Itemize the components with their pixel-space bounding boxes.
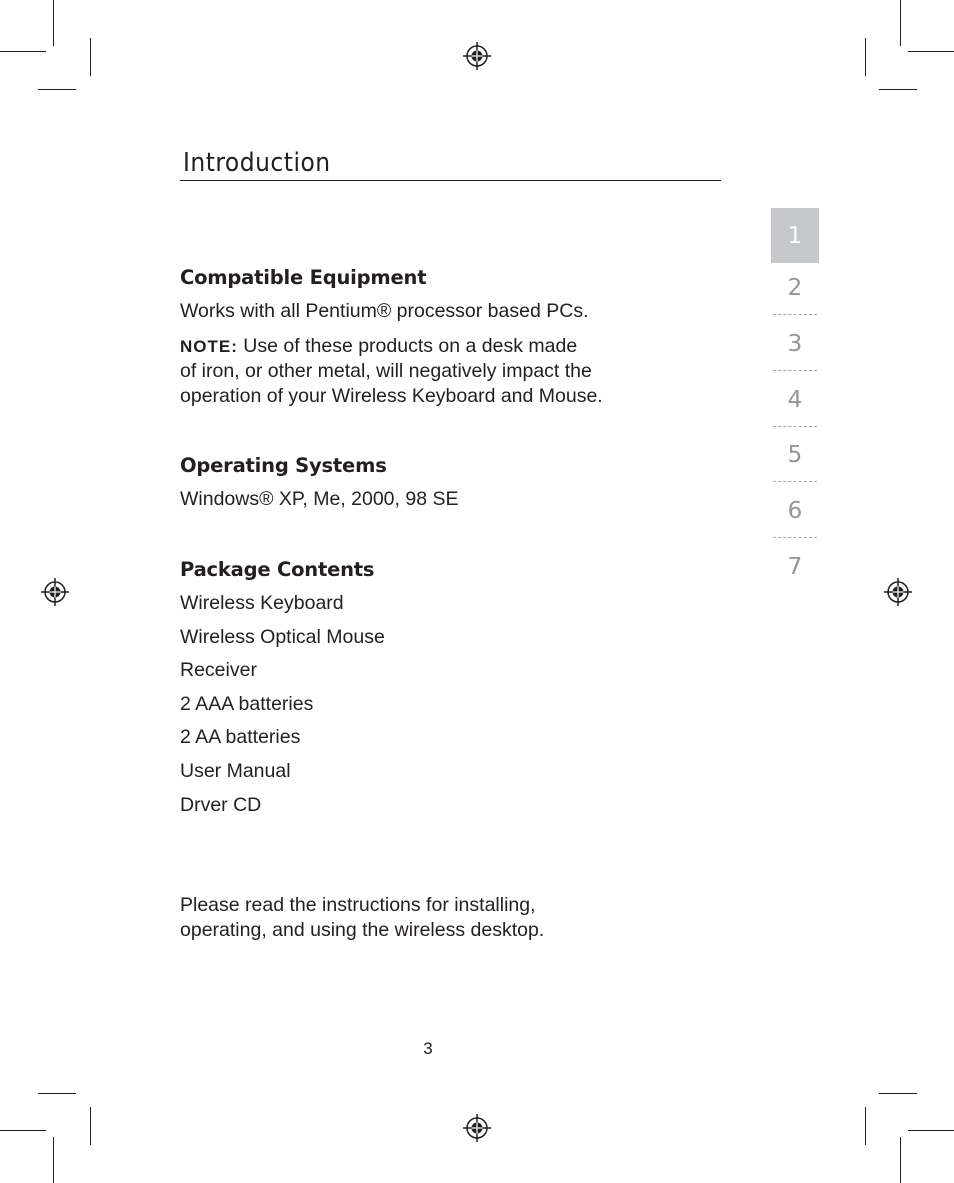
- crop-mark: [908, 51, 954, 52]
- note-line-3: operation of your Wireless Keyboard and Mouse.: [180, 385, 603, 407]
- crop-mark: [53, 1137, 54, 1183]
- title-rule: [180, 180, 721, 181]
- crop-mark: [900, 1137, 901, 1183]
- chapter-separator: [773, 537, 817, 538]
- chapter-separator: [773, 426, 817, 427]
- chapter-tab-2[interactable]: 2: [787, 275, 803, 301]
- instructions-line-1: Please read the instructions for installing,: [180, 894, 536, 916]
- chapter-tab-4[interactable]: 4: [787, 387, 803, 413]
- list-item: Wireless Optical Mouse: [180, 626, 385, 648]
- registration-mark-icon: [463, 1114, 491, 1142]
- chapter-separator: [773, 481, 817, 482]
- list-item: Wireless Keyboard: [180, 592, 344, 614]
- chapter-tab-6[interactable]: 6: [787, 498, 803, 524]
- chapter-tab-3[interactable]: 3: [787, 331, 803, 357]
- page-title: Introduction: [183, 148, 331, 178]
- note-line-1: [180, 334, 577, 359]
- section-heading-compatible: Compatible Equipment: [180, 266, 427, 289]
- chapter-tab-7[interactable]: 7: [787, 554, 803, 580]
- crop-mark: [865, 38, 866, 76]
- crop-mark: [0, 1130, 46, 1131]
- instructions-line-2: operating, and using the wireless desktop.: [180, 919, 545, 941]
- chapter-tab-1[interactable]: 1: [771, 208, 819, 263]
- list-item: 2 AAA batteries: [180, 693, 314, 715]
- list-item: 2 AA batteries: [180, 726, 301, 748]
- crop-mark: [90, 38, 91, 76]
- registration-mark-icon: [41, 578, 69, 606]
- list-item: Drver CD: [180, 794, 262, 816]
- list-item: User Manual: [180, 760, 291, 782]
- chapter-separator: [773, 370, 817, 371]
- crop-mark: [53, 0, 54, 46]
- os-text: Windows® XP, Me, 2000, 98 SE: [180, 488, 459, 510]
- crop-mark: [0, 51, 46, 52]
- compatible-text: Works with all Pentium® processor based PCs.: [180, 300, 589, 322]
- section-heading-package: Package Contents: [180, 558, 375, 581]
- page-number: 3: [423, 1039, 433, 1058]
- section-heading-os: Operating Systems: [180, 454, 387, 477]
- chapter-tab-5[interactable]: 5: [787, 442, 803, 468]
- registration-mark-icon: [463, 42, 491, 70]
- note-label: NOTE:: [180, 337, 238, 356]
- crop-mark: [38, 89, 76, 90]
- crop-mark: [908, 1130, 954, 1131]
- crop-mark: [90, 1107, 91, 1145]
- crop-mark: [879, 89, 917, 90]
- crop-mark: [900, 0, 901, 46]
- chapter-separator: [773, 314, 817, 315]
- list-item: Receiver: [180, 659, 257, 681]
- registration-mark-icon: [884, 578, 912, 606]
- note-line-2: of iron, or other metal, will negatively impact the: [180, 360, 592, 382]
- crop-mark: [38, 1093, 76, 1094]
- note-text-1: Use of these products on a desk made: [237, 335, 578, 357]
- crop-mark: [865, 1107, 866, 1145]
- crop-mark: [879, 1093, 917, 1094]
